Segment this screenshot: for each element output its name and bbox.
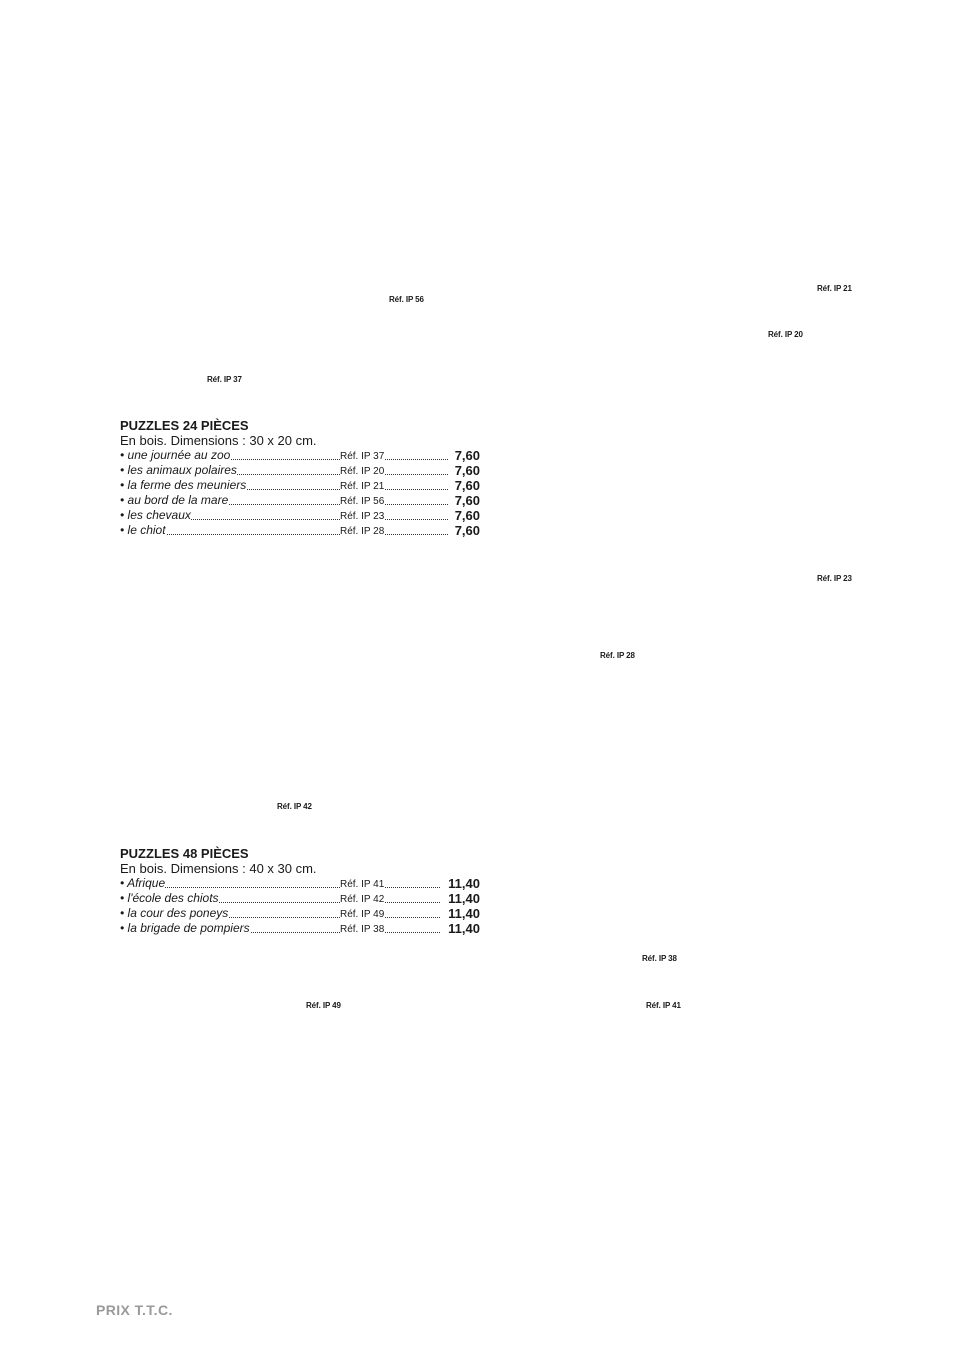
item-price: 7,60 <box>454 508 480 523</box>
item-ref: Réf. IP 56 <box>340 496 385 507</box>
price-list-item <box>120 508 480 523</box>
photo-ref-ip21: Réf. IP 21 <box>817 284 852 293</box>
photo-ref-ip28: Réf. IP 28 <box>600 651 635 660</box>
photo-ref-ip49: Réf. IP 49 <box>306 1001 341 1010</box>
section-description: En bois. Dimensions : 40 x 30 cm. <box>120 861 317 876</box>
photo-ref-ip20: Réf. IP 20 <box>768 330 803 339</box>
item-name: • la ferme des meuniers <box>120 478 247 492</box>
price-list-item <box>120 906 480 921</box>
item-name: • la brigade de pompiers <box>120 921 250 935</box>
item-price: 7,60 <box>454 523 480 538</box>
item-name: • la cour des poneys <box>120 906 229 920</box>
photo-ref-ip37: Réf. IP 37 <box>207 375 242 384</box>
section-title: PUZZLES 48 PIÈCES <box>120 846 249 861</box>
price-list-item <box>120 463 480 478</box>
item-price: 7,60 <box>454 478 480 493</box>
item-ref: Réf. IP 23 <box>340 511 385 522</box>
item-price: 11,40 <box>448 921 480 936</box>
item-price: 11,40 <box>448 891 480 906</box>
price-list-item <box>120 493 480 508</box>
item-price: 11,40 <box>448 876 480 891</box>
price-list-item <box>120 478 480 493</box>
item-ref: Réf. IP 49 <box>340 909 385 920</box>
item-ref: Réf. IP 42 <box>340 894 385 905</box>
item-price: 7,60 <box>454 463 480 478</box>
section-title: PUZZLES 24 PIÈCES <box>120 418 249 433</box>
puzzles-24-section <box>120 418 480 538</box>
price-list-item <box>120 523 480 538</box>
item-price: 7,60 <box>454 493 480 508</box>
item-name: • Afrique <box>120 876 166 890</box>
photo-ref-ip38: Réf. IP 38 <box>642 954 677 963</box>
item-price: 7,60 <box>454 448 480 463</box>
photo-ref-ip23: Réf. IP 23 <box>817 574 852 583</box>
puzzles-48-section <box>120 846 480 936</box>
price-list-item <box>120 891 480 906</box>
item-name: • l'école des chiots <box>120 891 219 905</box>
item-name: • au bord de la mare <box>120 493 229 507</box>
photo-ref-ip41: Réf. IP 41 <box>646 1001 681 1010</box>
item-name: • le chiot <box>120 523 166 537</box>
item-ref: Réf. IP 37 <box>340 451 385 462</box>
item-ref: Réf. IP 41 <box>340 879 385 890</box>
price-list-item <box>120 876 480 891</box>
price-list-item <box>120 921 480 936</box>
item-ref: Réf. IP 21 <box>340 481 385 492</box>
price-footer-note: PRIX T.T.C. <box>96 1302 173 1318</box>
photo-ref-ip56: Réf. IP 56 <box>389 295 424 304</box>
item-name: • une journée au zoo <box>120 448 231 462</box>
item-ref: Réf. IP 20 <box>340 466 385 477</box>
item-ref: Réf. IP 38 <box>340 924 385 935</box>
photo-ref-ip42: Réf. IP 42 <box>277 802 312 811</box>
price-list-item <box>120 448 480 463</box>
item-ref: Réf. IP 28 <box>340 526 385 537</box>
item-name: • les animaux polaires <box>120 463 237 477</box>
item-price: 11,40 <box>448 906 480 921</box>
section-description: En bois. Dimensions : 30 x 20 cm. <box>120 433 317 448</box>
item-name: • les chevaux <box>120 508 191 522</box>
